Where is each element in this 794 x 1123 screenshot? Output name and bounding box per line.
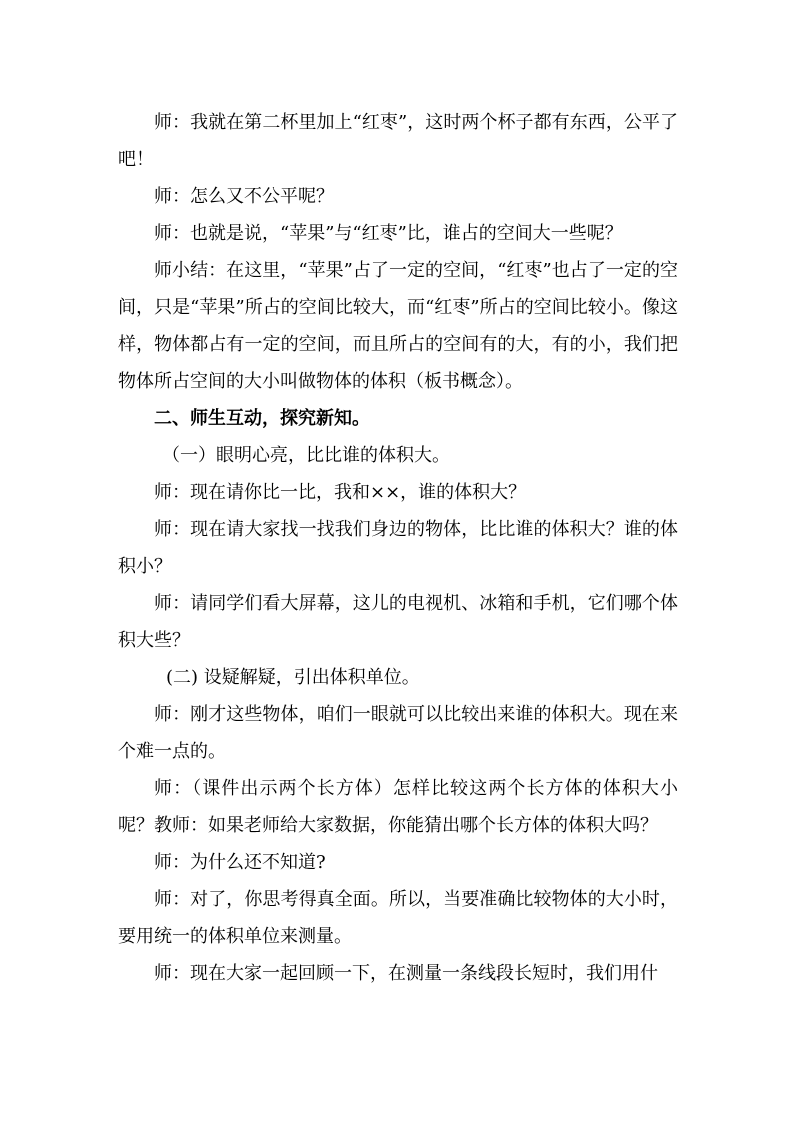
paragraph-teacher-why-unknown: 师：为什么还不知道? [154,852,326,873]
paragraph-teacher-add-jujube: 师：我就在第二杯里加上“红枣”，这时两个杯子都有东西，公平了吧！ [118,112,678,170]
paragraph-teacher-two-cuboids: 师：（课件出示两个长方体）怎样比较这两个长方体的体积大小呢？教师：如果老师给大家数据，你能猜出哪个长方体的体积大吗？ [118,778,678,836]
section-heading-interaction: 二、师生互动，探究新知。 [154,408,370,429]
paragraph-teacher-big-screen: 师：请同学们看大屏幕，这儿的电视机、冰箱和手机，它们哪个体积大些？ [118,593,678,651]
subsection-heading-two: (二) 设疑解疑，引出体积单位。 [166,667,420,688]
paragraph-teacher-unfair-question: 师：怎么又不公平呢？ [154,186,334,207]
paragraph-teacher-find-objects: 师：现在请大家找一找我们身边的物体，比比谁的体积大？谁的体积小？ [118,519,678,577]
paragraph-teacher-summary: 师小结：在这里，“苹果”占了一定的空间，“红枣”也占了一定的空间，只是“苹果”所占的空间比较大，而“红枣”所占的空间比较小。像这样，物体都占有一定的空间，而且所占的空间有的大，有的小，我们把物体所占空间的大小叫做物体的体积（板书概念）。 [118,260,678,392]
paragraph-teacher-harder-one: 师：刚才这些物体，咱们一眼就可以比较出来谁的体积大。现在来个难一点的。 [118,704,678,762]
paragraph-teacher-compare-space: 师：也就是说，“苹果”与“红枣”比，谁占的空间大一些呢？ [154,223,623,244]
paragraph-teacher-review: 师：现在大家一起回顾一下，在测量一条线段长短时，我们用什 [154,963,658,984]
paragraph-teacher-compare-me: 师：现在请你比一比，我和××，谁的体积大？ [154,482,527,503]
paragraph-teacher-unified-unit: 师：对了，你思考得真全面。所以，当要准确比较物体的大小时，要用统一的体积单位来测量。 [118,889,678,947]
subsection-heading-one: （一）眼明心亮，比比谁的体积大。 [162,445,450,466]
document-body [118,104,678,992]
